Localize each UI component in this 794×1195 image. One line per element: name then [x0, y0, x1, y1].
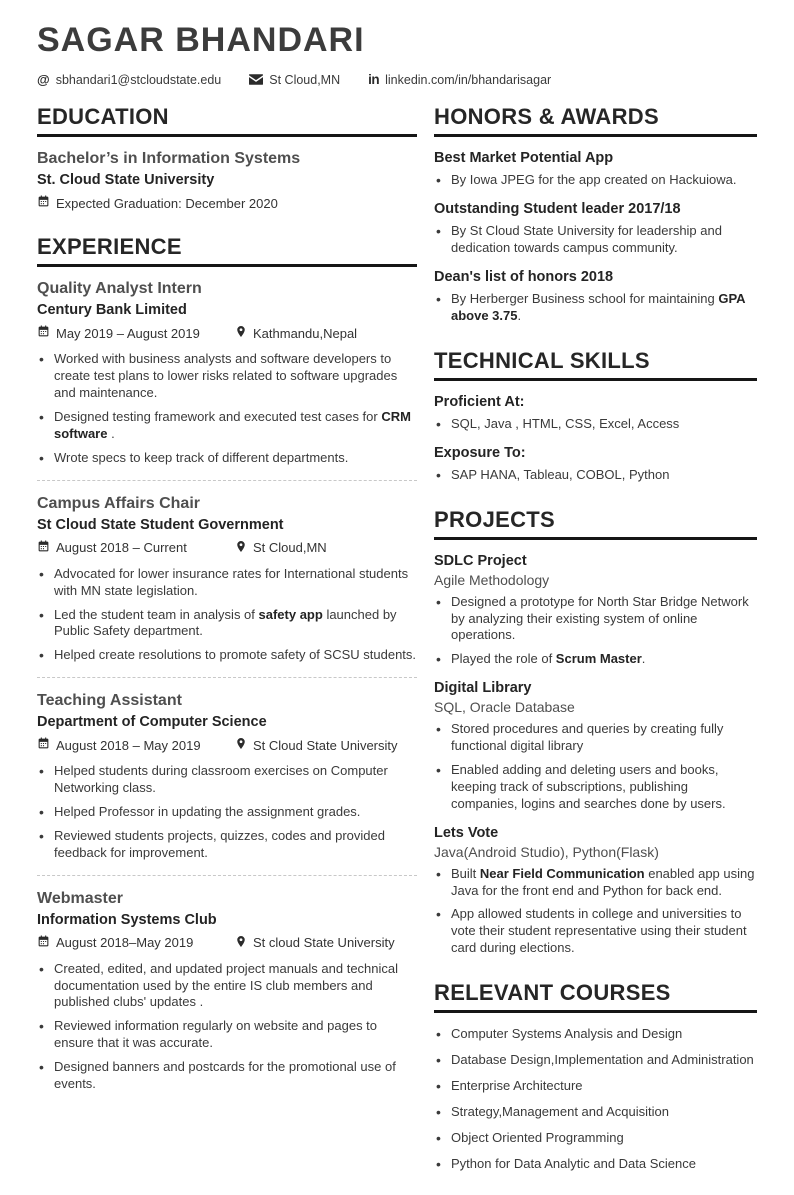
project-entry [434, 553, 757, 669]
section-title-honors: HONORS & AWARDS [434, 104, 757, 137]
bullet-item: • Played the role of Scrum Master. [434, 651, 757, 668]
project-entry [434, 825, 757, 957]
project-name: Lets Vote [434, 824, 499, 841]
section-title-education: EDUCATION [37, 104, 417, 137]
bullet-item: • Helped create resolutions to promote safety of SCSU students. [37, 647, 417, 664]
bullet-list [434, 223, 757, 257]
bullet-item: • By Iowa JPEG for the app created on Hackuiowa. [434, 172, 757, 189]
course-item: • Database Design,Implementation and Administration [434, 1052, 757, 1069]
bullet-item: • SQL, Java , HTML, CSS, Excel, Access [434, 416, 757, 433]
bullet-item: • Helped students during classroom exercises on Computer Networking class. [37, 763, 417, 797]
calendar-icon [37, 935, 50, 951]
courses-list [434, 1026, 757, 1172]
bullet-item: • Helped Professor in updating the assignment grades. [37, 804, 417, 821]
job-dates [37, 325, 225, 341]
projects-list [434, 553, 757, 957]
job-dates-text: August 2018 – May 2019 [56, 737, 201, 753]
honor-title: Outstanding Student leader 2017/18 [434, 201, 681, 218]
honors-list [434, 150, 757, 324]
section-courses [434, 980, 757, 1172]
skills-list [434, 394, 757, 484]
honor-entry [434, 269, 757, 325]
bullet-item: • App allowed students in college and universities to vote their student representative using their student card during elections. [434, 906, 757, 957]
job-dates-text: August 2018 – Current [56, 540, 187, 556]
location-pin-icon [235, 325, 247, 341]
bullet-list [434, 291, 757, 325]
graduation-date [37, 195, 278, 211]
bullet-item: • Enabled adding and deleting users and books, keeping track of subscriptions, publishing companies, logins and searches done by users. [434, 762, 757, 813]
job-dates [37, 935, 225, 951]
job-dates-text: August 2018–May 2019 [56, 935, 194, 951]
job-dates [37, 540, 225, 556]
linkedin-contact[interactable] [368, 72, 551, 87]
section-projects [434, 507, 757, 957]
bullet-list [434, 594, 757, 669]
degree: Bachelor’s in Information Systems [37, 150, 301, 168]
location-text: St Cloud,MN [269, 72, 341, 87]
honor-title: Best Market Potential App [434, 150, 614, 167]
bullet-item: • Worked with business analysts and software developers to create test plans to lower risks related to software upgrades and maintenance. [37, 351, 417, 402]
bullet-list [434, 467, 757, 484]
calendar-icon [37, 325, 50, 341]
email-text: sbhandari1@stcloudstate.edu [55, 72, 222, 87]
school: St. Cloud State University [37, 172, 215, 189]
linkedin-icon: in [368, 72, 380, 88]
bullet-list [434, 416, 757, 433]
experience-entry [37, 875, 417, 1093]
bullet-list [37, 351, 417, 466]
project-subtitle: SQL, Oracle Database [434, 699, 575, 716]
job-location-text: St Cloud State University [253, 737, 398, 753]
job-organization: Department of Computer Science [37, 714, 267, 731]
skill-group [434, 445, 757, 484]
bullet-item: • Stored procedures and queries by creating fully functional digital library [434, 721, 757, 755]
section-honors [434, 104, 757, 324]
honor-title: Dean's list of honors 2018 [434, 269, 614, 286]
calendar-icon [37, 540, 50, 556]
course-item: • Computer Systems Analysis and Design [434, 1026, 757, 1043]
experience-entry [37, 480, 417, 664]
bullet-item: • By Herberger Business school for maintaining GPA above 3.75. [434, 291, 757, 325]
calendar-icon [37, 737, 50, 753]
bullet-list [37, 566, 417, 664]
job-location [235, 540, 327, 556]
job-title: Quality Analyst Intern [37, 280, 202, 298]
envelope-icon [249, 74, 263, 85]
honor-entry [434, 201, 757, 257]
job-location [235, 325, 357, 341]
section-experience [37, 234, 417, 1092]
bullet-list [434, 866, 757, 957]
section-title-skills: TECHNICAL SKILLS [434, 348, 757, 381]
section-title-projects: PROJECTS [434, 507, 757, 540]
calendar-icon [37, 195, 50, 211]
job-title: Webmaster [37, 889, 123, 907]
experience-entry [37, 677, 417, 861]
job-organization: St Cloud State Student Government [37, 516, 284, 533]
bullet-list [434, 172, 757, 189]
job-location-text: St Cloud,MN [253, 540, 327, 556]
skill-label: Proficient At: [434, 393, 525, 410]
bullet-item: • Designed testing framework and executed test cases for CRM software . [37, 409, 417, 443]
bullet-item: • Created, edited, and updated project manuals and technical documentation used by the entire IS club members and published clubs' updates . [37, 961, 417, 1012]
bullet-item: • Wrote specs to keep track of different departments. [37, 450, 417, 467]
project-subtitle: Java(Android Studio), Python(Flask) [434, 843, 659, 860]
project-subtitle: Agile Methodology [434, 571, 550, 588]
job-location-text: St cloud State University [253, 935, 395, 951]
graduation-text: Expected Graduation: December 2020 [56, 195, 278, 211]
bullet-list [37, 763, 417, 861]
job-meta [37, 540, 417, 556]
bullet-item: • Reviewed students projects, quizzes, codes and provided feedback for improvement. [37, 828, 417, 862]
experience-entry [37, 280, 417, 466]
job-meta [37, 325, 417, 341]
location-contact[interactable] [249, 73, 340, 87]
job-organization: Century Bank Limited [37, 302, 187, 319]
at-icon: @ [37, 72, 50, 88]
skill-group [434, 394, 757, 433]
job-location-text: Kathmandu,Nepal [253, 325, 358, 341]
project-name: SDLC Project [434, 552, 527, 569]
section-title-experience: EXPERIENCE [37, 234, 417, 267]
job-title: Campus Affairs Chair [37, 494, 200, 512]
bullet-list [434, 721, 757, 812]
bullet-list [37, 961, 417, 1093]
experience-list [37, 280, 417, 1092]
course-item: • Strategy,Management and Acquisition [434, 1104, 757, 1121]
header [37, 22, 757, 87]
bullet-item: • Designed a prototype for North Star Bridge Network by analyzing their existing system of online operations. [434, 594, 757, 645]
bullet-item: • Reviewed information regularly on website and pages to ensure that it was accurate. [37, 1018, 417, 1052]
bullet-item: • By St Cloud State University for leadership and dedication towards campus community. [434, 223, 757, 257]
columns [37, 104, 757, 1195]
graduation-row [37, 195, 417, 211]
job-meta [37, 737, 417, 753]
bullet-item: • Advocated for lower insurance rates for International students with MN state legislation. [37, 566, 417, 600]
job-dates [37, 737, 225, 753]
bullet-item: • SAP HANA, Tableau, COBOL, Python [434, 467, 757, 484]
job-organization: Information Systems Club [37, 911, 217, 928]
job-location [235, 737, 398, 753]
course-item: • Object Oriented Programming [434, 1130, 757, 1147]
bullet-item: • Designed banners and postcards for the promotional use of events. [37, 1059, 417, 1093]
project-name: Digital Library [434, 680, 532, 697]
job-title: Teaching Assistant [37, 692, 182, 710]
bullet-item: • Built Near Field Communication enabled app using Java for the front end and Python for back end. [434, 866, 757, 900]
email-contact[interactable] [37, 72, 221, 87]
location-pin-icon [235, 737, 247, 753]
job-dates-text: May 2019 – August 2019 [56, 325, 200, 341]
job-location [235, 935, 395, 951]
bullet-item: • Led the student team in analysis of safety app launched by Public Safety department. [37, 607, 417, 641]
course-item: • Python for Data Analytic and Data Science [434, 1156, 757, 1173]
contact-row [37, 72, 757, 87]
person-name: SAGAR BHANDARI [37, 21, 365, 59]
location-pin-icon [235, 540, 247, 556]
section-skills [434, 348, 757, 484]
right-column [434, 104, 757, 1195]
linkedin-text: linkedin.com/in/bhandarisagar [385, 72, 552, 87]
left-column [37, 104, 417, 1115]
section-education [37, 104, 417, 211]
honor-entry [434, 150, 757, 189]
skill-label: Exposure To: [434, 444, 526, 461]
section-title-courses: RELEVANT COURSES [434, 980, 757, 1013]
project-entry [434, 680, 757, 812]
job-meta [37, 935, 417, 951]
location-pin-icon [235, 935, 247, 951]
course-item: • Enterprise Architecture [434, 1078, 757, 1095]
